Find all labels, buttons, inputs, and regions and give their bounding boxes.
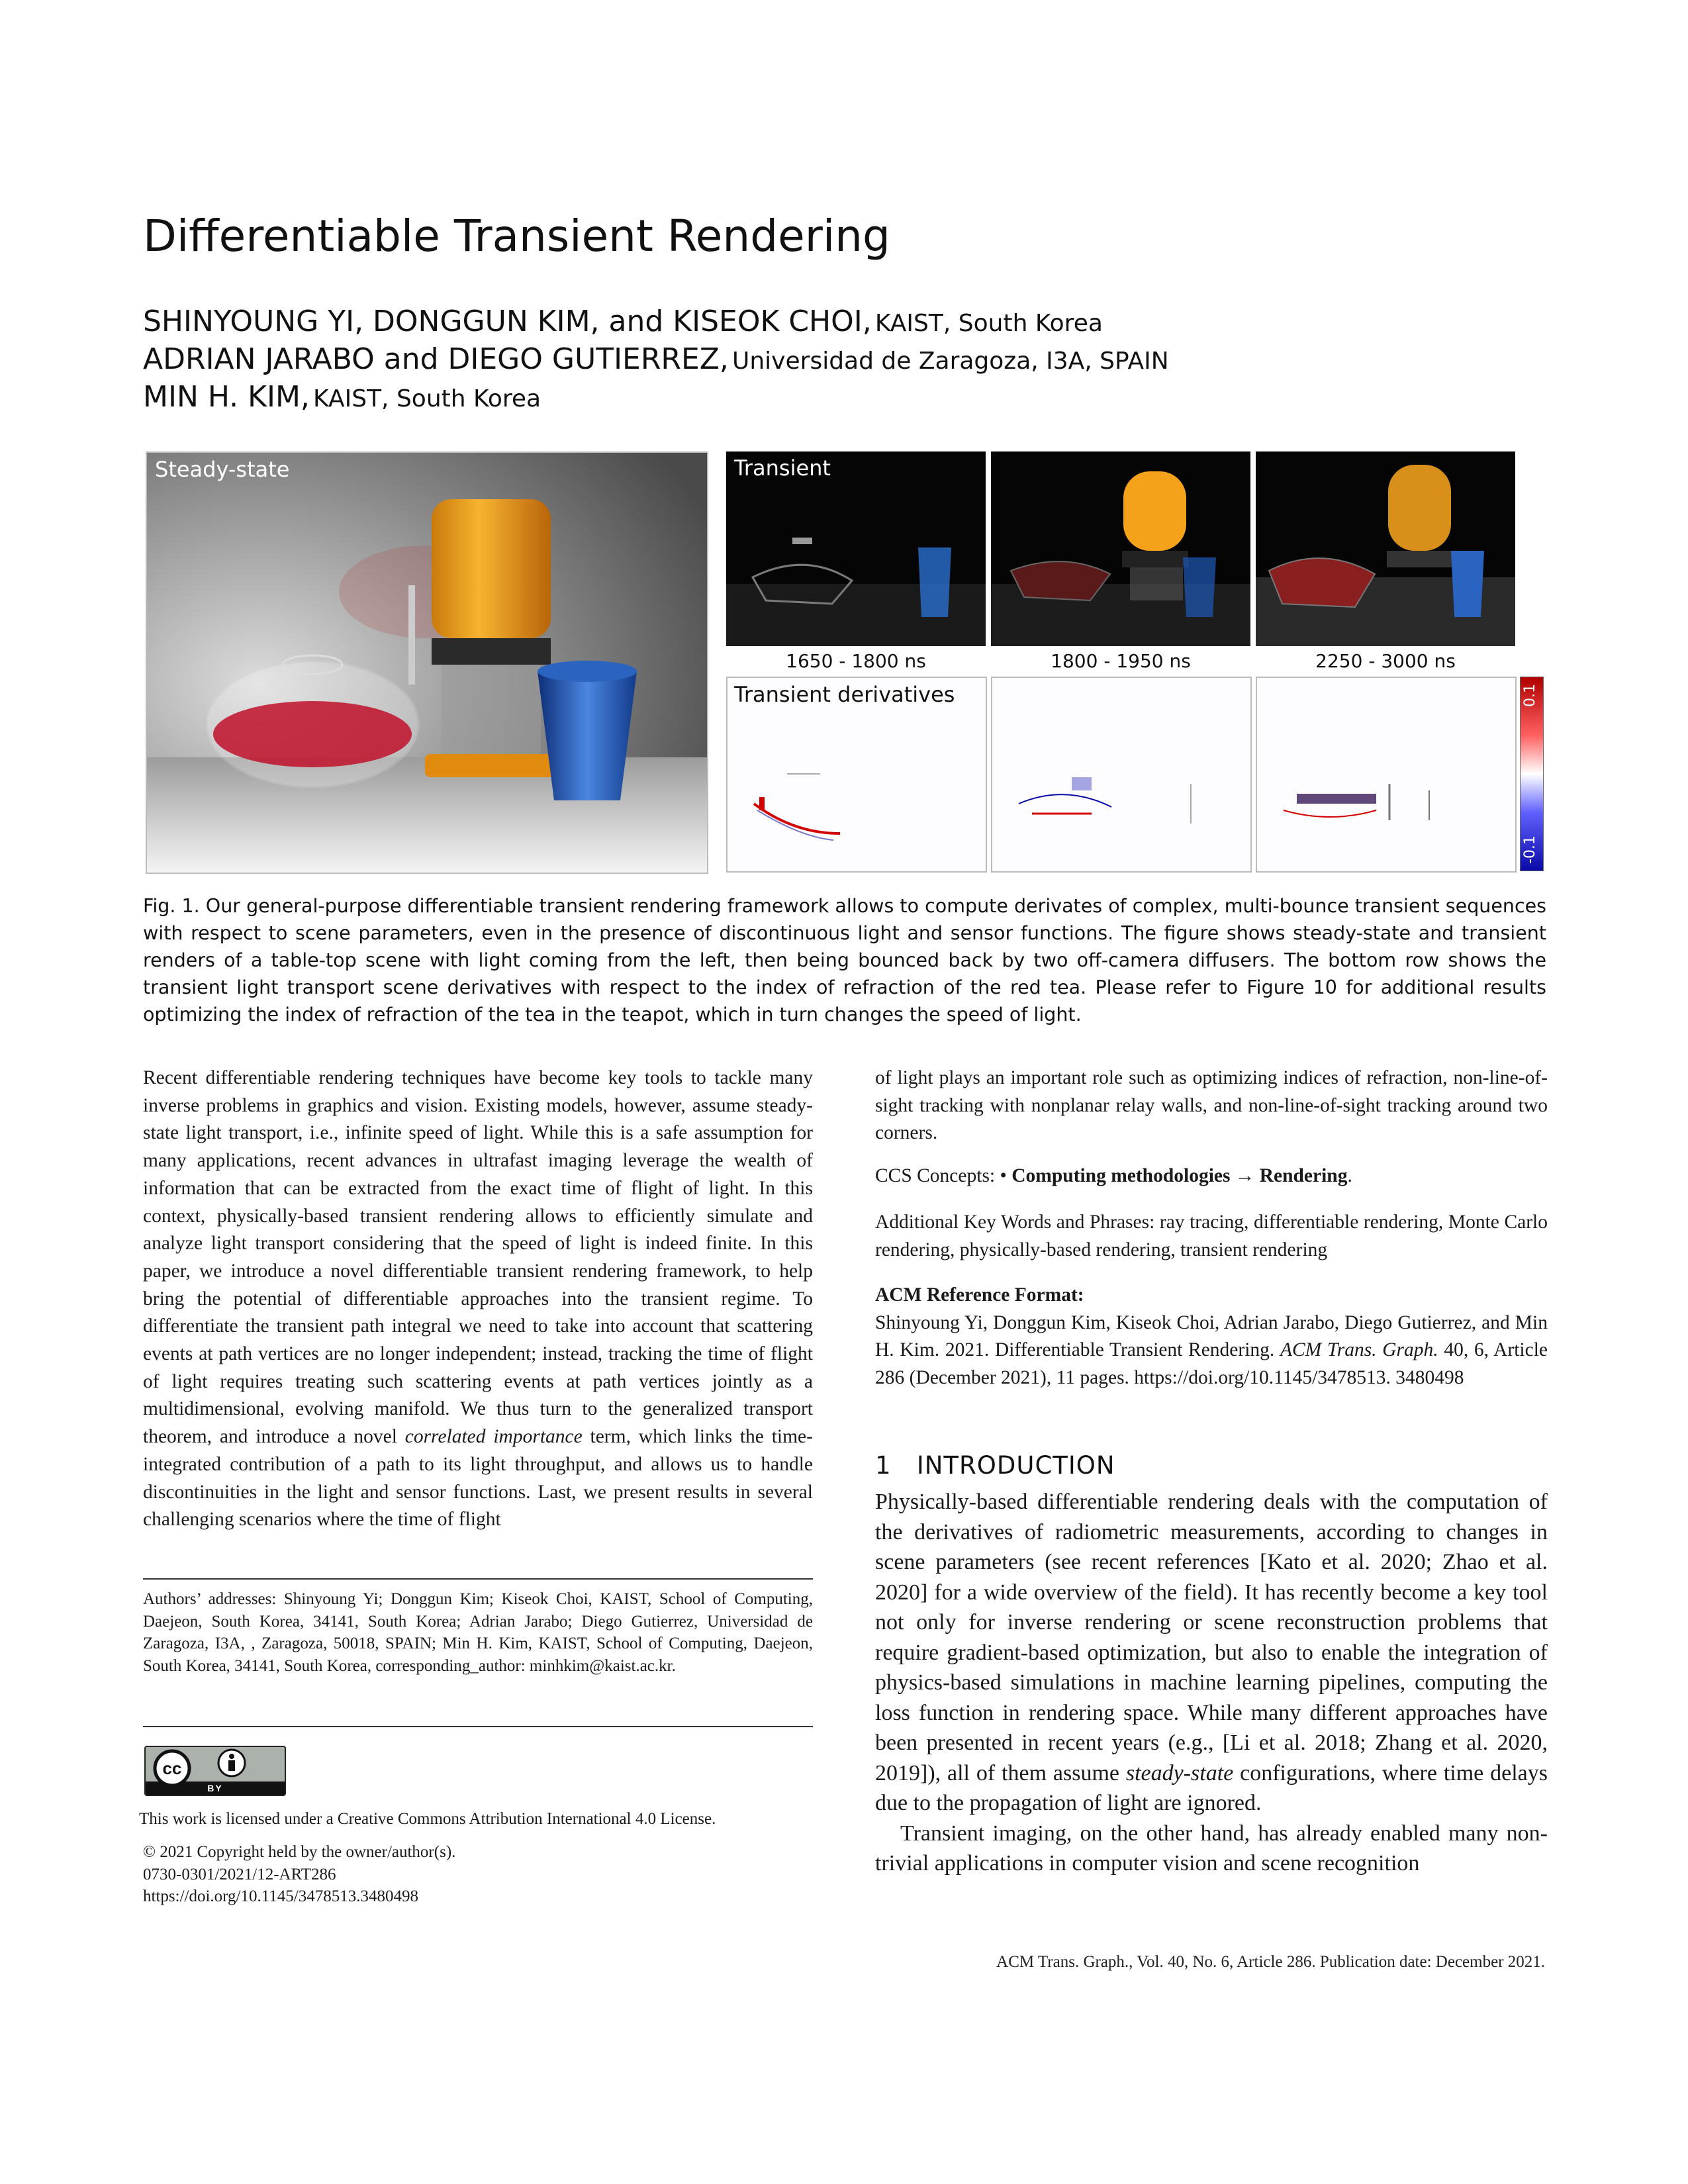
acm-reference-text-rest: 40, 6, Article 286 (December 2021), 11 pages. https://doi.org/10.1145/3478513. 3480498 xyxy=(875,1339,1548,1389)
author-names: ADRIAN JARABO and DIEGO GUTIERREZ, xyxy=(143,342,729,376)
cc-by-text: BY xyxy=(207,1783,223,1793)
page-footer: ACM Trans. Graph., Vol. 40, No. 6, Article 286. Publication date: December 2021. xyxy=(996,1953,1545,1971)
author-names: MIN H. KIM, xyxy=(143,380,310,414)
section-title: INTRODUCTION xyxy=(916,1451,1115,1480)
colorbar-max-label: 0.1 xyxy=(1522,684,1538,707)
acm-reference xyxy=(875,1282,1548,1392)
colorbar xyxy=(1520,677,1544,871)
transient-scene-1 xyxy=(726,451,986,646)
author-affiliation: Universidad de Zaragoza, I3A, SPAIN xyxy=(732,348,1169,375)
section-number: 1 xyxy=(875,1451,892,1480)
time-label-3: 2250 - 3000 ns xyxy=(1315,650,1456,672)
author-line-3 xyxy=(143,380,541,414)
derivative-frame-3 xyxy=(1256,677,1517,873)
author-affiliation: KAIST, South Korea xyxy=(874,310,1103,337)
derivative-scene-2 xyxy=(992,678,1250,871)
transient-scene-3 xyxy=(1256,451,1515,646)
transient-frame-3 xyxy=(1256,451,1515,646)
time-label-1: 1650 - 1800 ns xyxy=(786,650,926,672)
colorbar-min-label: -0.1 xyxy=(1522,835,1538,864)
svg-text:cc: cc xyxy=(162,1758,182,1778)
abstract-right xyxy=(875,1065,1548,1147)
ccs-suffix: . xyxy=(1347,1165,1352,1186)
author-names: SHINYOUNG YI, DONGGUN KIM, and KISEOK CHOI, xyxy=(143,305,872,338)
section-heading xyxy=(875,1451,1115,1480)
copyright-line: © 2021 Copyright held by the owner/author(s). xyxy=(143,1843,456,1861)
acm-reference-text: Shinyoung Yi, Donggun Kim, Kiseok Choi, Adrian Jarabo, Diego Gutierrez, and Min H. Kim. 2021. Differentiable Transient Rendering. xyxy=(875,1311,1548,1361)
license-divider xyxy=(143,1726,813,1727)
ccs-concepts xyxy=(875,1163,1548,1190)
abstract-continued: of light plays an important role such as optimizing indices of refraction, non-line-of-sight tracking with nonplanar relay walls, and non-line-of-sight tracking around two corners. xyxy=(875,1067,1548,1144)
keywords: Additional Key Words and Phrases: ray tracing, differentiable rendering, Monte Carlo rendering, physically-based rendering, transient rendering xyxy=(875,1211,1548,1260)
author-affiliation: KAIST, South Korea xyxy=(313,385,541,412)
paper-title: Differentiable Transient Rendering xyxy=(143,211,890,261)
transient-derivatives-label: Transient derivatives xyxy=(734,682,955,707)
abstract-emphasis: correlated importance xyxy=(404,1426,583,1448)
derivative-frame-1 xyxy=(726,677,987,873)
intro-paragraph-1: Physically-based differentiable rendering deals with the computation of the derivatives of radiometric measurements, according to changes in scene parameters (see recent references [Kato et al. 2020; Zhao et al. 2020] for a wide overview of the field). It has recently become a key tool not only for inverse rendering or scene reconstruction problems that require gradient-based optimization, but also to enable the integration of physics-based simulations in machine learning pipelines, computing the loss function in rendering space. While many different approaches have been presented in recent years (e.g., [Li et al. 2018; Zhang et al. 2020, 2019]), all of them assume xyxy=(875,1490,1548,1785)
intro-paragraph-2: Transient imaging, on the other hand, has already enabled many non-trivial applications in computer vision and scene recognition xyxy=(875,1821,1548,1875)
transient-frame-2 xyxy=(991,451,1250,646)
cc-by-badge[interactable] xyxy=(144,1746,286,1796)
author-line-1 xyxy=(143,305,1103,338)
intro-body xyxy=(875,1487,1548,1879)
doi-link[interactable]: https://doi.org/10.1145/3478513.3480498 xyxy=(143,1887,418,1905)
acm-reference-journal: ACM Trans. Graph. xyxy=(1280,1339,1438,1361)
steady-state-render xyxy=(146,451,708,874)
license-statement: This work is licensed under a Creative Commons Attribution International 4.0 License. xyxy=(139,1810,716,1828)
ccs-prefix: CCS Concepts: • xyxy=(875,1165,1012,1186)
footnote-divider xyxy=(143,1578,813,1580)
copyright-block xyxy=(143,1841,813,1908)
intro-paragraph-1-rest: configurations, where time delays due to the propagation of light are ignored. xyxy=(875,1760,1548,1815)
intro-emphasis: steady-state xyxy=(1125,1760,1234,1785)
transient-label: Transient xyxy=(734,455,831,481)
steady-state-scene xyxy=(147,453,707,873)
derivative-scene-3 xyxy=(1257,678,1515,871)
authors-addresses: Authors’ addresses: Shinyoung Yi; Donggun Kim; Kiseok Choi, KAIST, School of Computing, Daejeon, South Korea, 34141, South Korea; Adrian Jarabo; Diego Gutierrez, Universidad de Zaragoza, I3A, , Zaragoza, 50018, SPAIN; Min H. Kim, KAIST, School of Computing, Daejeon, South Korea, 34141, South Korea, corresponding_author: minhkim@kaist.ac.kr. xyxy=(143,1590,813,1675)
derivative-frame-2 xyxy=(991,677,1252,873)
abstract-text-rest: term, which links the time-integrated contribution of a path to its light throughput, and allows us to handle discontinuities in the light and sensor functions. Last, we present results in several challenging scenarios where the time of flight xyxy=(143,1426,813,1531)
transient-frame-1 xyxy=(726,451,986,646)
steady-state-label: Steady-state xyxy=(155,457,290,482)
time-label-2: 1800 - 1950 ns xyxy=(1051,650,1191,672)
abstract-text: Recent differentiable rendering techniques have become key tools to tackle many inverse problems in graphics and vision. Existing models, however, assume steady-state light transport, i.e., infinite speed of light. While this is a safe assumption for many applications, recent advances in ultrafast imaging leverage the wealth of information that can be extracted from the exact time of flight of light. In this context, physically-based transient rendering allows to efficiently simulate and analyze light transport considering that the speed of light is indeed finite. In this paper, we introduce a novel differentiable transient rendering framework, to help bring the potential of differentiable approaches into the transient regime. To differentiate the transient path integral we need to take into account that scattering events at path vertices are no longer independent; instead, tracking the time of flight of light requires treating such scattering events at path vertices jointly as a multidimensional, evolving manifold. We thus turn to the generalized transport theorem, and introduce a novel xyxy=(143,1067,813,1448)
acm-reference-heading: ACM Reference Format: xyxy=(875,1284,1084,1306)
figure-caption: Fig. 1. Our general-purpose differentiable transient rendering framework allows to compute derivates of complex, multi-bounce transient sequences with respect to scene parameters, even in the presence of discontinuous light and sensor functions. The figure shows steady-state and transient renders of a table-top scene with light coming from the left, then being bounced back by two off-camera diffusers. The bottom row shows the transient light transport scene derivatives with respect to the index of refraction of the red tea. Please refer to Figure 10 for additional results optimizing the index of refraction of the tea in the teapot, which in turn changes the speed of light. xyxy=(143,895,1546,1025)
ccs-concept: Computing methodologies → Rendering xyxy=(1011,1165,1348,1186)
transient-scene-2 xyxy=(991,451,1250,646)
abstract-left xyxy=(143,1065,813,1534)
author-line-2 xyxy=(143,342,1169,376)
issn-line: 0730-0301/2021/12-ART286 xyxy=(143,1865,336,1883)
